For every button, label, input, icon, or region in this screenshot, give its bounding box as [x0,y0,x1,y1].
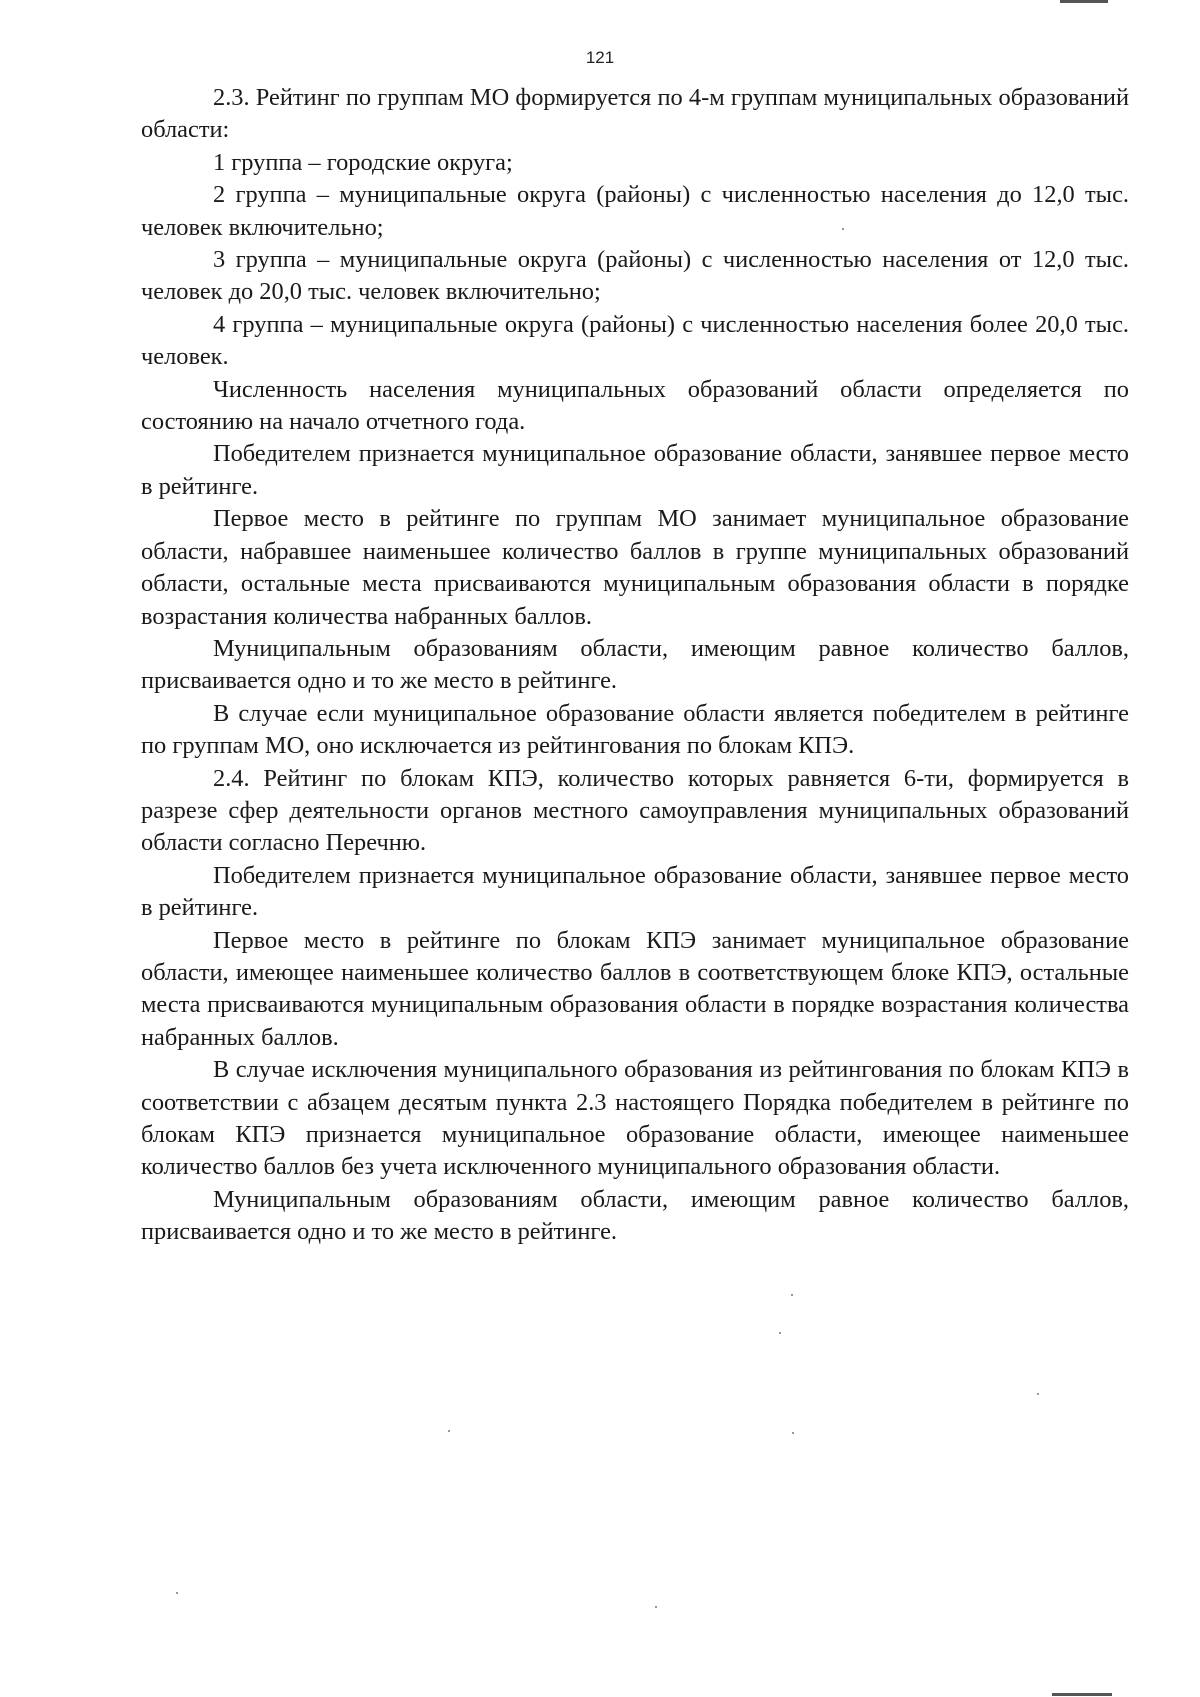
scan-speck [792,1432,794,1434]
body-text [141,82,1129,1249]
scan-edge-mark [1060,0,1108,3]
paragraph-winner-blocks: Победителем признается муниципальное образование области, занявшее первое место в рейтинге. [141,861,1129,922]
scan-speck [1037,1393,1039,1395]
paragraph-group-3: 3 группа – муниципальные округа (районы) с численностью населения от 12,0 тыс. человек до 20,0 тыс. человек включительно; [141,246,1129,306]
scan-speck [176,1592,178,1594]
paragraph-winner-groups: Победителем признается муниципальное образование области, занявшее первое место в рейтинге. [141,440,1129,500]
scan-speck [448,1430,450,1432]
paragraph-2-3-intro: 2.3. Рейтинг по группам МО формируется по 4-м группам муниципальных образований области: [141,84,1129,144]
scan-speck [791,1294,793,1296]
paragraph-group-2: 2 группа – муниципальные округа (районы) с численностью населения до 12,0 тыс. человек включительно; [141,181,1129,241]
scan-edge-mark [1052,1693,1112,1696]
paragraph-exclusion: В случае если муниципальное образование области является победителем в рейтинге по группам МО, оно исключается из рейтингования по блокам КПЭ. [141,699,1129,760]
scan-speck [779,1332,781,1334]
page-number: 121 [585,48,615,67]
paragraph-equal-points-groups: Муниципальным образованиям области, имеющим равное количество баллов, присваивается одно и то же место в рейтинге. [141,634,1129,695]
paragraph-2-4-intro: 2.4. Рейтинг по блокам КПЭ, количество которых равняется 6-ти, формируется в разрезе сфер деятельности органов местного самоуправления муниципальных образований области согласно Перечню. [141,764,1129,857]
paragraph-equal-points-blocks: Муниципальным образованиям области, имеющим равное количество баллов, присваивается одно и то же место в рейтинге. [141,1185,1129,1246]
paragraph-population: Численность населения муниципальных образований области определяется по состоянию на начало отчетного года. [141,375,1129,436]
paragraph-exclusion-blocks: В случае исключения муниципального образования из рейтингования по блокам КПЭ в соответствии с абзацем десятым пункта 2.3 настоящего Порядка победителем в рейтинге по блокам КПЭ признается муниципальное образование области, имеющее наименьшее количество баллов без учета исключенного муниципального образования области. [141,1056,1129,1181]
scan-speck [655,1606,657,1608]
paragraph-first-place-blocks: Первое место в рейтинге по блокам КПЭ занимает муниципальное образование области, имеющее наименьшее количество баллов в соответствующем блоке КПЭ, остальные места присваиваются муниципальным образования области в порядке возрастания количества набранных баллов. [141,926,1129,1051]
scan-speck [842,228,844,230]
paragraph-group-4: 4 группа – муниципальные округа (районы) с численностью населения более 20,0 тыс. человек. [141,310,1129,371]
paragraph-group-1: 1 группа – городские округа; [213,148,513,176]
paragraph-first-place-groups: Первое место в рейтинге по группам МО занимает муниципальное образование области, набравшее наименьшее количество баллов в группе муниципальных образований области, остальные места присваиваются муниципальным образования области в порядке возрастания количества набранных баллов. [141,505,1129,630]
